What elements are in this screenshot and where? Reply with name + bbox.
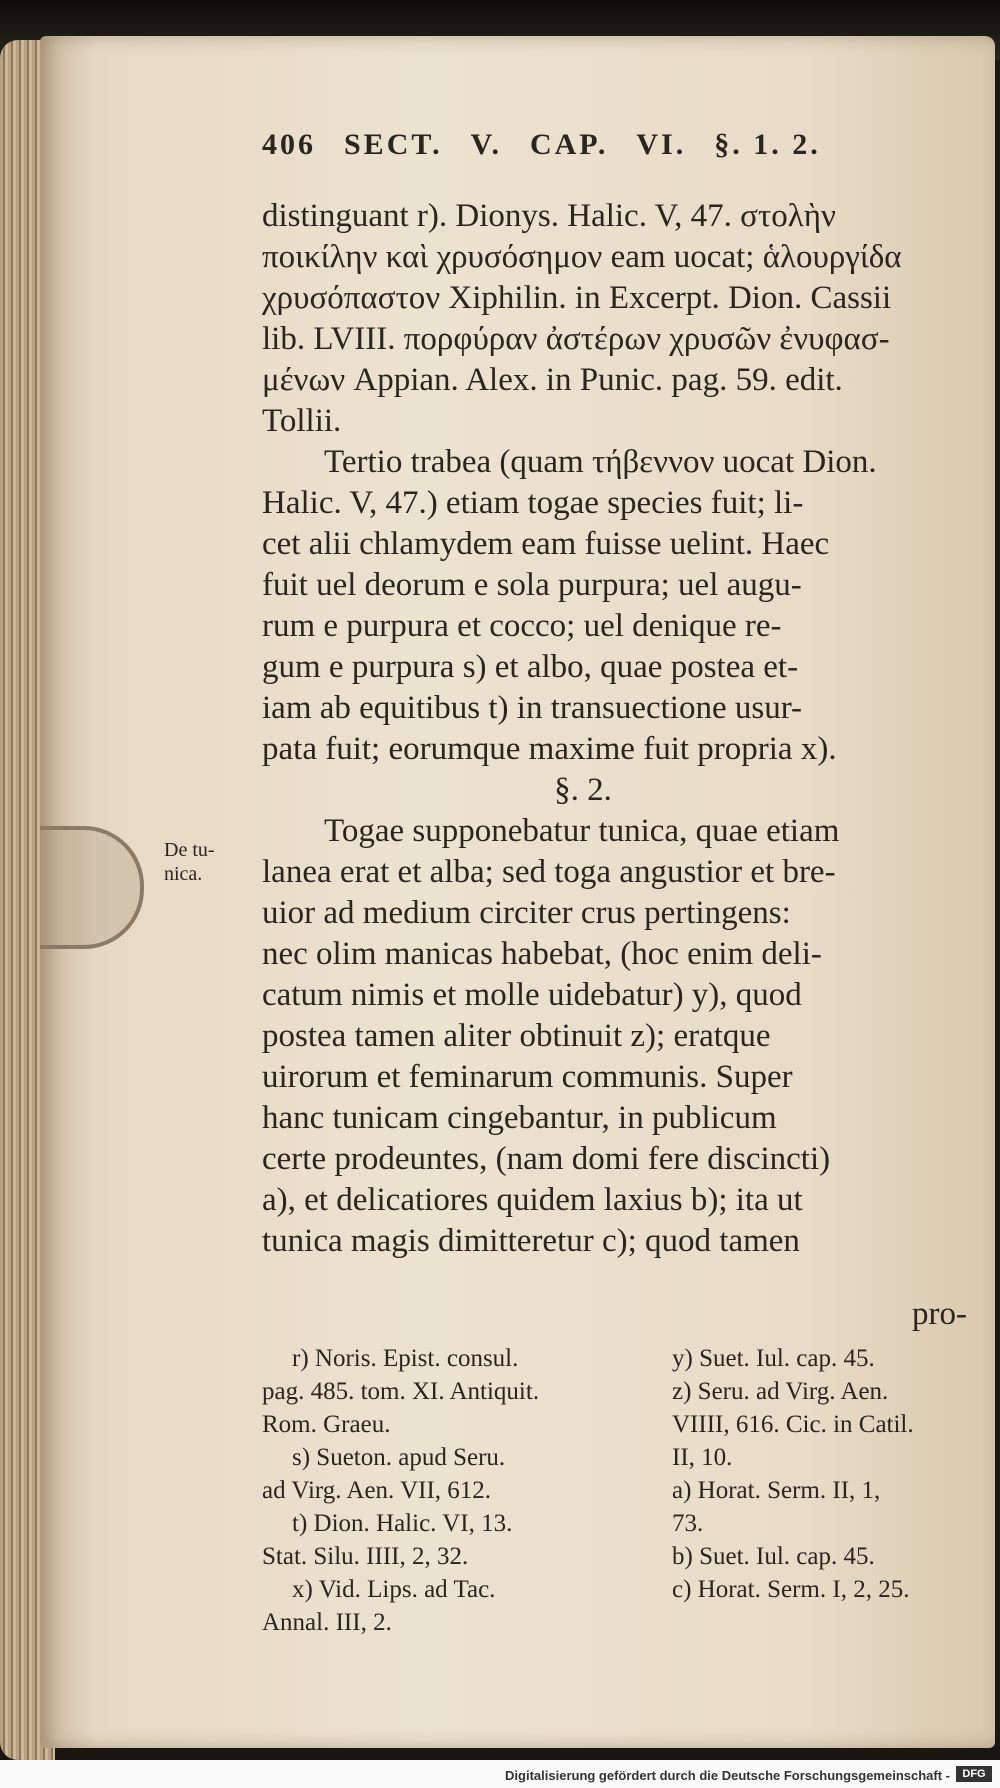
footnote-line: t) Dion. Halic. VI, 13. <box>292 1510 513 1537</box>
text-line: nec olim manicas habebat, (hoc enim deli- <box>262 936 822 972</box>
text-line: gum e purpura s) et albo, quae postea et- <box>262 649 799 685</box>
footnote-line: z) Seru. ad Virg. Aen. <box>672 1378 889 1405</box>
text-line: lanea erat et alba; sed toga angustior et bre- <box>262 854 836 890</box>
text-line: Halic. V, 47.) etiam togae species fuit; li- <box>262 485 804 521</box>
header-section-number: V. <box>470 128 502 161</box>
text-line: Togae supponebatur tunica, quae etiam <box>324 813 840 849</box>
text-line: postea tamen aliter obtinuit z); eratque <box>262 1018 771 1054</box>
header-chapter-number: VI. <box>636 128 687 161</box>
text-line: χρυσόπαστον Xiphilin. in Excerpt. Dion. Cassii <box>262 280 892 316</box>
text-line: catum nimis et molle uidebatur) y), quod <box>262 977 802 1013</box>
footnote-line: Rom. Graeu. <box>262 1411 391 1438</box>
footnote-line: s) Sueton. apud Seru. <box>292 1444 506 1471</box>
footnote-line: II, 10. <box>672 1444 733 1471</box>
margin-note-line: nica. <box>164 863 203 885</box>
text-line: Tertio trabea (quam τήβεννον uocat Dion. <box>324 444 877 480</box>
margin-note <box>164 838 254 886</box>
text-line: iam ab equitibus t) in transuectione usur- <box>262 690 803 726</box>
section-mark: §. 2. <box>554 772 612 808</box>
text-line: Tollii. <box>262 403 342 439</box>
text-line: tunica magis dimitteretur c); quod tamen <box>262 1223 800 1259</box>
text-line: hanc tunicam cingebantur, in publicum <box>262 1100 777 1136</box>
footnote-line: c) Horat. Serm. I, 2, 25. <box>672 1576 910 1603</box>
text-line: rum e purpura et cocco; uel denique re- <box>262 608 782 644</box>
text-line: μένων Appian. Alex. in Punic. pag. 59. edit. <box>262 362 843 398</box>
text-line: lib. LVIII. πορφύραν ἀστέρων χρυσῶν ἐνυφασ- <box>262 321 890 357</box>
footnote-line: Annal. III, 2. <box>262 1609 392 1636</box>
text-line: uirorum et feminarum communis. Super <box>262 1059 793 1095</box>
text-line: uior ad medium circiter crus pertingens: <box>262 895 791 931</box>
header-paragraphs: §. 1. 2. <box>714 128 821 161</box>
text-line: pata fuit; eorumque maxime fuit propria x). <box>262 731 837 767</box>
text-line: ποικίλην καὶ χρυσόσημον eam uocat; ἁλουργίδα <box>262 239 902 275</box>
dfg-logo: DFG <box>956 1766 992 1782</box>
footnote-line: y) Suet. Iul. cap. 45. <box>672 1345 875 1372</box>
text-line: distinguant r). Dionys. Halic. V, 47. στολὴν <box>262 198 836 234</box>
footnote-line: x) Vid. Lips. ad Tac. <box>292 1576 496 1603</box>
text-line: certe prodeuntes, (nam domi fere discincti) <box>262 1141 831 1177</box>
footer-credit: Digitalisierung gefördert durch die Deutsche Forschungsgemeinschaft - <box>505 1768 950 1783</box>
text-line: a), et delicatiores quidem laxius b); ita ut <box>262 1182 803 1218</box>
footnote-line: r) Noris. Epist. consul. <box>292 1345 519 1372</box>
digitization-footer <box>0 1760 1000 1788</box>
footnote-line: Stat. Silu. IIII, 2, 32. <box>262 1543 469 1570</box>
catchword: pro- <box>912 1296 967 1332</box>
header-section: SECT. <box>344 128 443 161</box>
footnote-line: a) Horat. Serm. II, 1, <box>672 1477 881 1504</box>
running-header <box>262 128 902 162</box>
footnote-line: VIIII, 616. Cic. in Catil. <box>672 1411 914 1438</box>
footnote-line: ad Virg. Aen. VII, 612. <box>262 1477 492 1504</box>
text-line: cet alii chlamydem eam fuisse uelint. Haec <box>262 526 830 562</box>
footnotes-right <box>672 1342 982 1606</box>
header-chapter: CAP. <box>529 128 609 161</box>
footnotes-left <box>262 1342 622 1639</box>
footnote-line: b) Suet. Iul. cap. 45. <box>672 1543 875 1570</box>
footnote-line: 73. <box>672 1510 704 1537</box>
margin-note-line: De tu- <box>164 839 215 861</box>
main-text <box>262 196 974 1262</box>
page-number: 406 <box>262 128 316 161</box>
footnote-line: pag. 485. tom. XI. Antiquit. <box>262 1378 540 1405</box>
page-clip <box>40 826 144 949</box>
text-line: fuit uel deorum e sola purpura; uel augu- <box>262 567 802 603</box>
